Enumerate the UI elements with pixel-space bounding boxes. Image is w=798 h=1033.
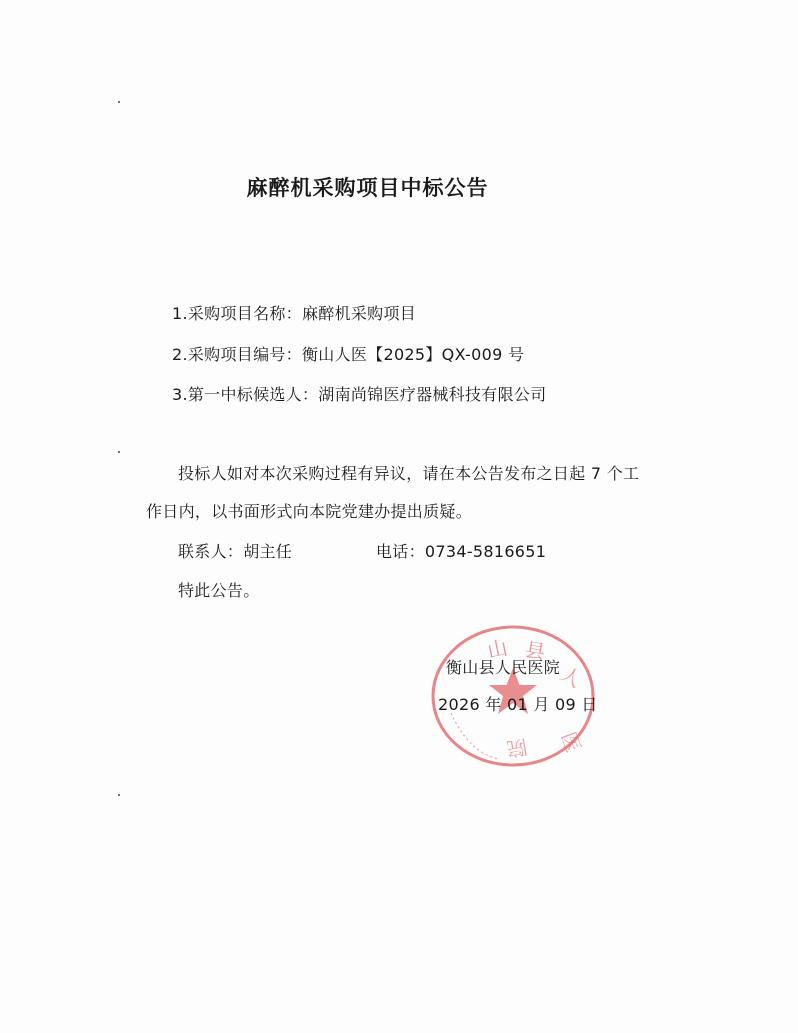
scan-speck bbox=[118, 451, 120, 453]
document-title: 麻醉机采购项目中标公告 bbox=[246, 176, 489, 200]
svg-text:县: 县 bbox=[523, 637, 547, 665]
svg-text:医: 医 bbox=[556, 728, 586, 756]
svg-text:人: 人 bbox=[556, 661, 586, 693]
item-project-number: 2.采购项目编号：衡山人医【2025】QX-009 号 bbox=[172, 345, 525, 364]
closing-remark: 特此公告。 bbox=[178, 581, 260, 600]
scan-speck bbox=[118, 794, 120, 796]
svg-text:院: 院 bbox=[505, 734, 529, 762]
contact-phone: 电话：0734-5816651 bbox=[376, 542, 547, 561]
item-project-name: 1.采购项目名称：麻醉机采购项目 bbox=[172, 304, 417, 323]
objection-paragraph-line2: 作日内，以书面形式向本院党建办提出质疑。 bbox=[146, 502, 473, 521]
item-winning-candidate: 3.第一中标候选人：湖南尚锦医疗器械科技有限公司 bbox=[172, 385, 547, 404]
scan-speck bbox=[118, 101, 120, 103]
contact-line bbox=[178, 539, 547, 562]
svg-text:山: 山 bbox=[485, 635, 510, 663]
issuer-name: 衡山县人民医院 bbox=[446, 658, 561, 677]
objection-paragraph-line1: 投标人如对本次采购过程有异议，请在本公告发布之日起 7 个工 bbox=[178, 464, 640, 483]
contact-person: 联系人：胡主任 bbox=[178, 542, 293, 561]
issue-date: 2026 年 01 月 09 日 bbox=[438, 695, 598, 714]
